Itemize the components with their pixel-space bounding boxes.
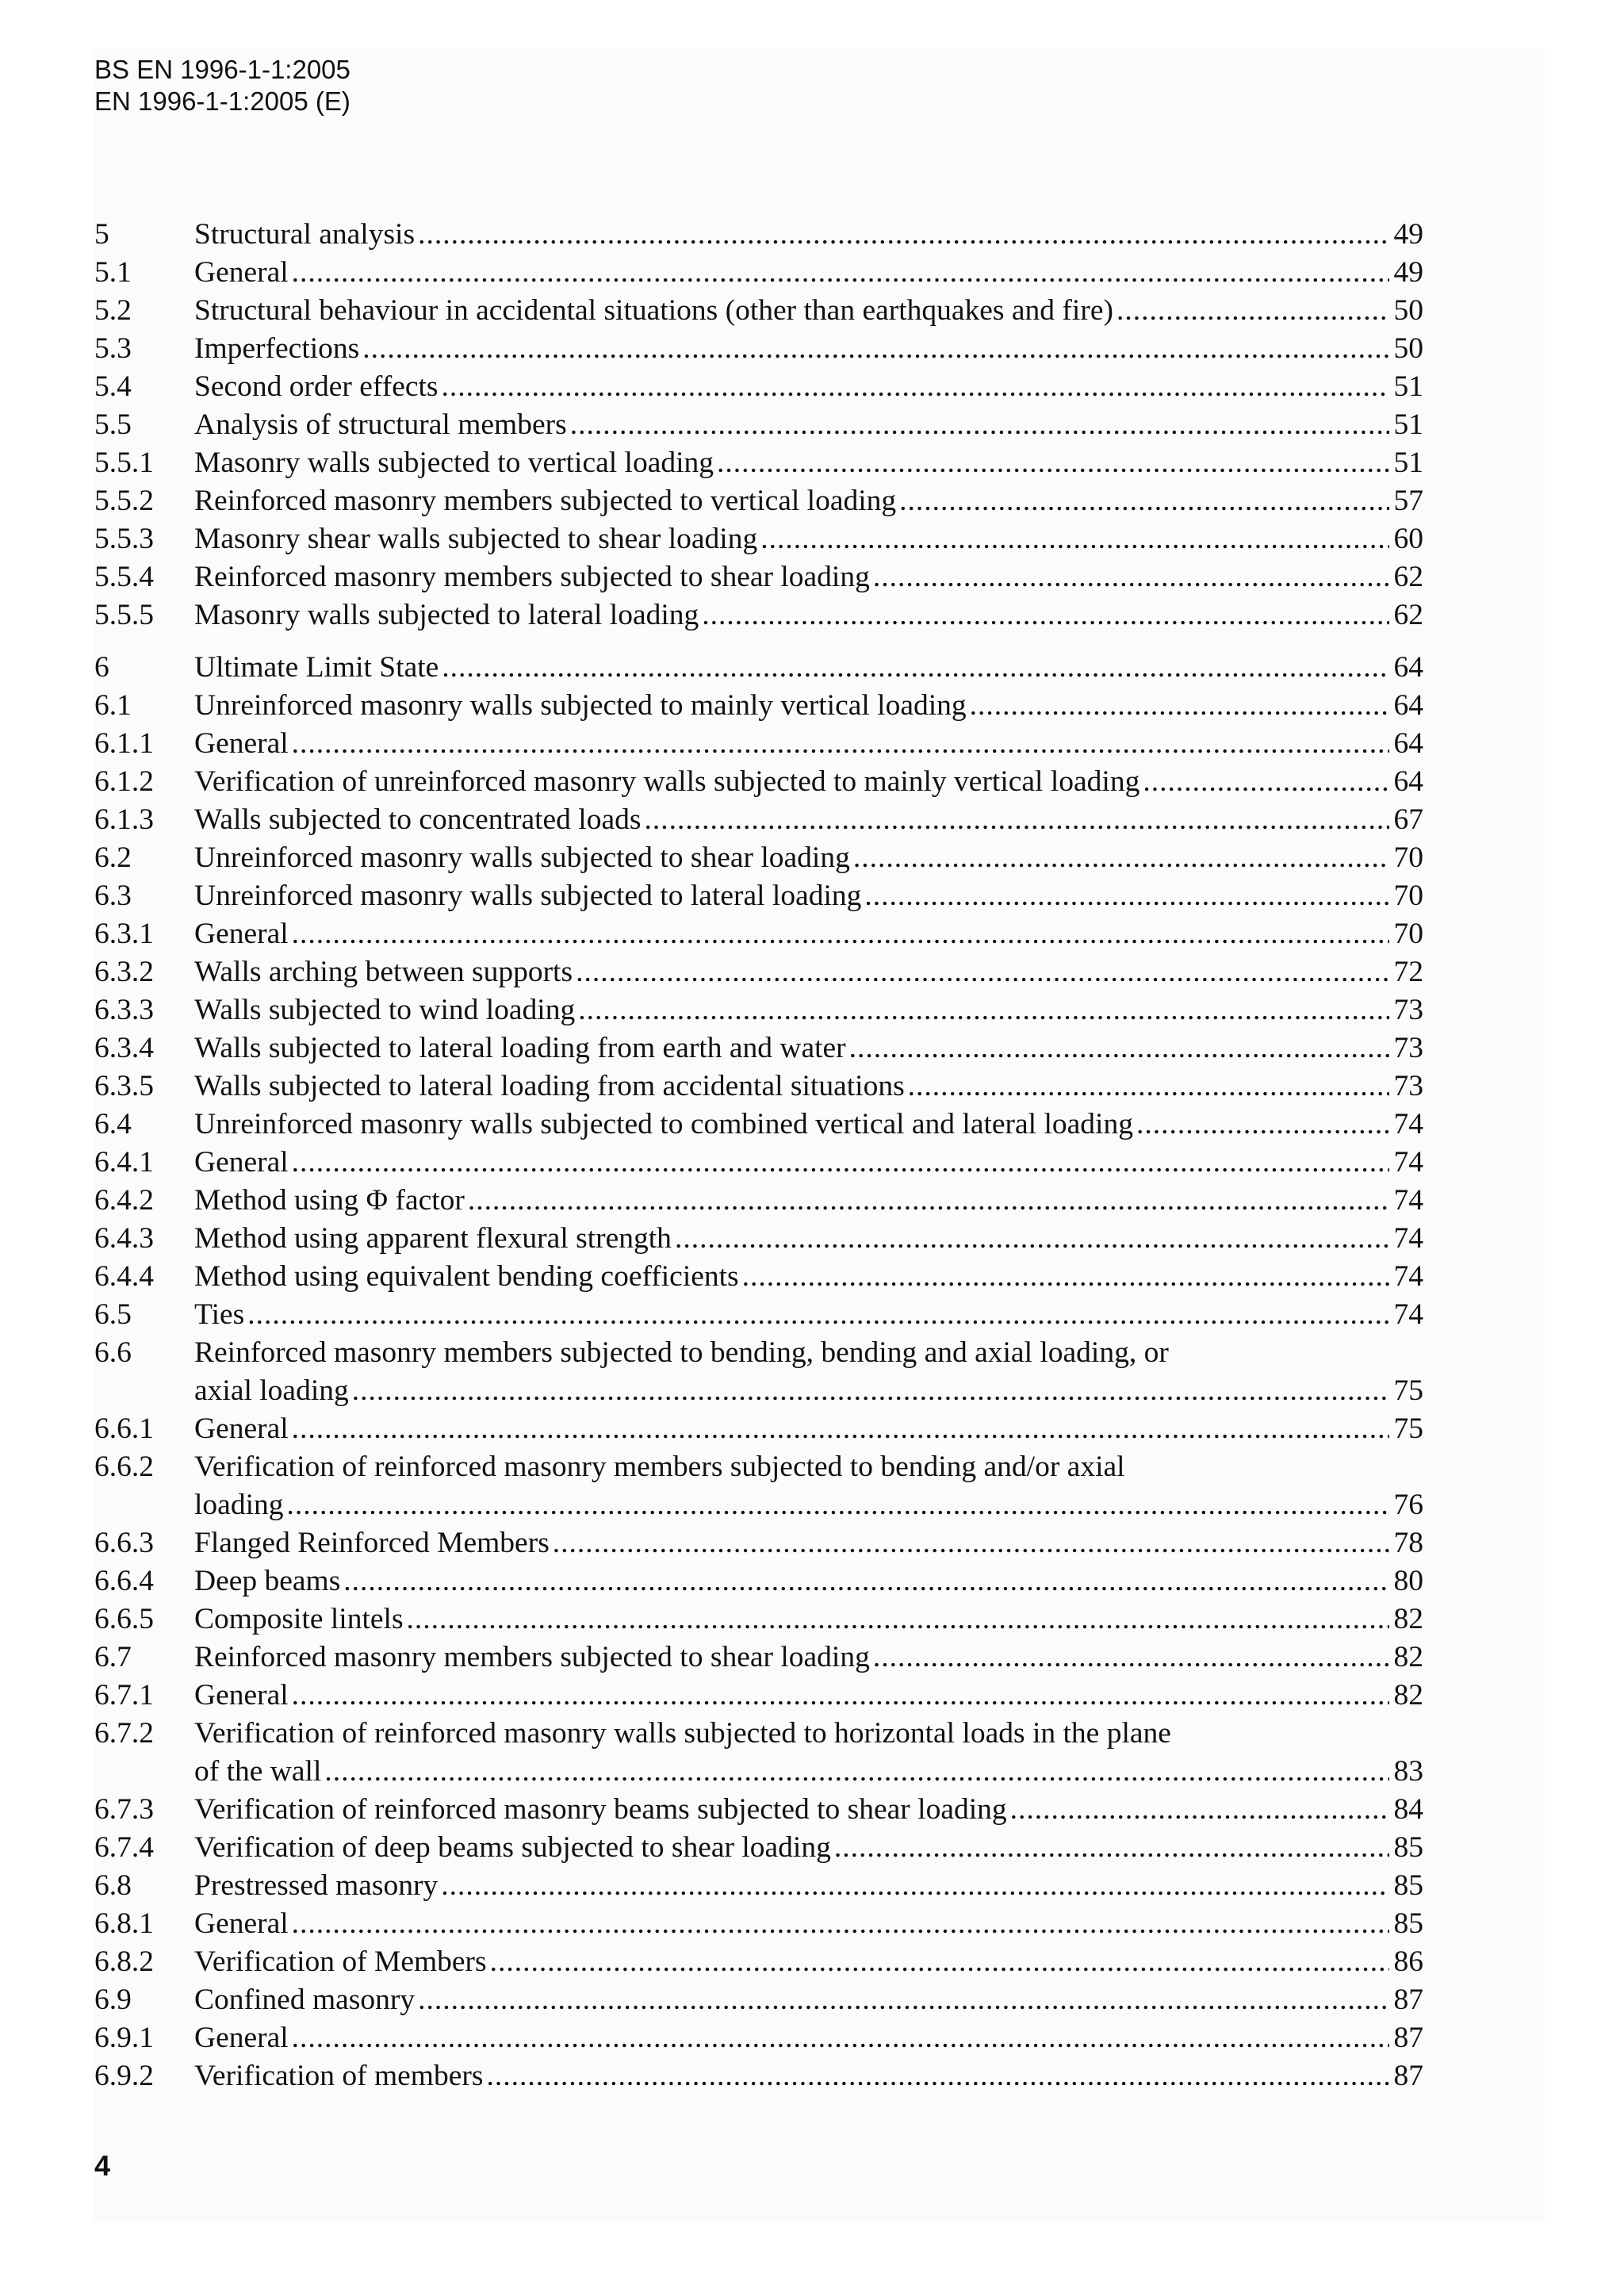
toc-entry-number: 6.8.1 <box>94 1907 154 1940</box>
dot-leader <box>247 1296 1388 1334</box>
toc-entry-page: 64 <box>1393 727 1423 760</box>
toc-entry-number: 5.5 <box>94 408 132 441</box>
toc-entry-page: 72 <box>1393 956 1423 988</box>
toc-entry[interactable] <box>94 1943 1423 1981</box>
toc-entry-title: Unreinforced masonry walls subjected to lateral loading <box>194 880 862 912</box>
dot-leader <box>1010 1791 1389 1829</box>
toc-entry-number: 5.5.5 <box>94 599 154 631</box>
toc-entry-page: 87 <box>1393 2022 1423 2054</box>
dot-leader <box>490 1943 1389 1981</box>
toc-entry-number: 6.6.5 <box>94 1603 154 1635</box>
toc-entry-page: 74 <box>1393 1146 1423 1179</box>
dot-leader <box>292 915 1389 953</box>
toc-entry-page: 67 <box>1393 803 1423 836</box>
toc-entry-page: 49 <box>1393 256 1423 289</box>
toc-entry-page: 87 <box>1393 2060 1423 2092</box>
toc-entry-number: 6.3.2 <box>94 956 154 988</box>
toc-entry[interactable] <box>94 687 1423 725</box>
toc-entry-page: 75 <box>1393 1374 1423 1407</box>
toc-entry-number: 5.2 <box>94 294 132 327</box>
toc-entry[interactable] <box>94 1068 1423 1106</box>
toc-entry-number: 5.5.2 <box>94 485 154 517</box>
toc-entry-number: 6.7 <box>94 1641 132 1673</box>
toc-entry-number: 6.8.2 <box>94 1945 154 1978</box>
toc-entry-number: 6.4.4 <box>94 1260 154 1293</box>
dot-leader <box>292 1410 1389 1448</box>
toc-entry-number: 6.1.3 <box>94 803 154 836</box>
dot-leader <box>418 1981 1388 2019</box>
toc-entry-number: 5.5.3 <box>94 523 154 555</box>
toc-entry[interactable] <box>94 1867 1423 1905</box>
toc-entry[interactable] <box>94 1448 1423 1524</box>
toc-entry-title: Composite lintels <box>194 1603 404 1635</box>
toc-entry-page: 82 <box>1393 1603 1423 1635</box>
toc-entry-title: Reinforced masonry members subjected to bending, bending and axial loading, or <box>194 1336 1169 1369</box>
toc-entry-number: 6.4 <box>94 1108 132 1140</box>
toc-entry-title: Confined masonry <box>194 1984 416 2016</box>
toc-entry[interactable] <box>94 1600 1423 1639</box>
dot-leader <box>873 1639 1389 1677</box>
toc-entry-number: 6.8 <box>94 1869 132 1902</box>
toc-entry-page: 70 <box>1393 918 1423 950</box>
toc-entry-page: 64 <box>1393 689 1423 722</box>
standard-reference-en: EN 1996-1-1:2005 (E) <box>94 86 350 116</box>
toc-entry-number: 6.7.2 <box>94 1717 154 1750</box>
toc-entry-number: 5.5.1 <box>94 447 154 479</box>
toc-entry-number: 6.6.1 <box>94 1412 154 1445</box>
toc-entry-number: 6.6.4 <box>94 1565 154 1597</box>
toc-entry-page: 85 <box>1393 1831 1423 1864</box>
toc-entry[interactable] <box>94 1791 1423 1829</box>
toc-entry-number: 6.7.4 <box>94 1831 154 1864</box>
toc-entry-number: 6.9.1 <box>94 2022 154 2054</box>
toc-entry-title: General <box>194 1146 289 1179</box>
toc-entry-page: 82 <box>1393 1679 1423 1711</box>
toc-entry-title: Ultimate Limit State <box>194 651 439 684</box>
toc-entry-page: 51 <box>1393 408 1423 441</box>
toc-entry-page: 50 <box>1393 332 1423 365</box>
toc-entry[interactable] <box>94 292 1423 330</box>
dot-leader <box>849 1029 1389 1068</box>
dot-leader <box>742 1258 1389 1296</box>
toc-entry-title: Walls arching between supports <box>194 956 573 988</box>
dot-leader <box>343 1562 1388 1600</box>
toc-entry-number: 6.1 <box>94 689 132 722</box>
toc-entry[interactable] <box>94 1677 1423 1715</box>
dot-leader <box>442 368 1389 406</box>
toc-entry-title: Imperfections <box>194 332 360 365</box>
toc-entry-title: Walls subjected to concentrated loads <box>194 803 642 836</box>
toc-entry[interactable] <box>94 877 1423 915</box>
toc-entry-title: General <box>194 918 289 950</box>
toc-entry[interactable] <box>94 596 1423 634</box>
dot-leader <box>675 1220 1389 1258</box>
toc-entry[interactable] <box>94 368 1423 406</box>
toc-entry-page: 73 <box>1393 1070 1423 1102</box>
toc-entry-page: 76 <box>1393 1489 1423 1521</box>
toc-entry-number: 6 <box>94 651 109 684</box>
toc-entry[interactable] <box>94 839 1423 877</box>
toc-entry[interactable] <box>94 2057 1423 2095</box>
toc-entry[interactable] <box>94 1981 1423 2019</box>
dot-leader <box>702 596 1388 634</box>
toc-entry-title: Structural analysis <box>194 218 416 251</box>
toc-entry-number: 6.1.2 <box>94 765 154 798</box>
toc-entry[interactable] <box>94 1334 1423 1410</box>
dot-leader <box>570 406 1389 444</box>
toc-entry[interactable] <box>94 1029 1423 1068</box>
dot-leader <box>576 953 1388 991</box>
dot-leader <box>1116 292 1389 330</box>
toc-entry-page: 80 <box>1393 1565 1423 1597</box>
toc-entry-number: 6.4.3 <box>94 1222 154 1255</box>
toc-entry-title: Masonry walls subjected to lateral loading <box>194 599 699 631</box>
toc-entry-number: 6.7.1 <box>94 1679 154 1711</box>
toc-entry-number: 6.7.3 <box>94 1793 154 1826</box>
toc-entry[interactable] <box>94 953 1423 991</box>
table-of-contents <box>94 216 1423 2095</box>
dot-leader <box>1136 1106 1389 1144</box>
toc-entry-title-continued: of the wall <box>194 1755 322 1788</box>
toc-entry-number: 6.9 <box>94 1984 132 2016</box>
toc-entry-title: Verification of Members <box>194 1945 487 1978</box>
toc-entry-title: Unreinforced masonry walls subjected to mainly vertical loading <box>194 689 967 722</box>
toc-entry-number: 6.4.1 <box>94 1146 154 1179</box>
toc-entry-number: 6.3.5 <box>94 1070 154 1102</box>
toc-entry-page: 83 <box>1393 1755 1423 1788</box>
toc-entry-title: Method using apparent flexural strength <box>194 1222 672 1255</box>
toc-entry[interactable] <box>94 915 1423 953</box>
dot-leader <box>292 2019 1389 2057</box>
toc-entry-page: 73 <box>1393 994 1423 1026</box>
toc-entry-title-continued: loading <box>194 1489 284 1521</box>
toc-entry-title: Verification of unreinforced masonry walls subjected to mainly vertical loading <box>194 765 1140 798</box>
toc-entry-title: General <box>194 1907 289 1940</box>
dot-leader <box>486 2057 1388 2095</box>
page-number: 4 <box>94 2149 111 2182</box>
toc-entry-title: Reinforced masonry members subjected to vertical loading <box>194 485 897 517</box>
toc-entry[interactable] <box>94 1639 1423 1677</box>
toc-entry[interactable] <box>94 2019 1423 2057</box>
dot-leader <box>441 1867 1388 1905</box>
toc-entry[interactable] <box>94 1296 1423 1334</box>
toc-entry-page: 74 <box>1393 1108 1423 1140</box>
standard-reference-bs: BS EN 1996-1-1:2005 <box>94 55 350 84</box>
dot-leader <box>352 1372 1389 1410</box>
dot-leader <box>286 1486 1388 1524</box>
toc-entry-number: 6.3 <box>94 880 132 912</box>
toc-entry-page: 85 <box>1393 1869 1423 1902</box>
toc-entry-page: 87 <box>1393 1984 1423 2016</box>
toc-entry-number: 6.6.3 <box>94 1527 154 1559</box>
toc-entry-title: Verification of reinforced masonry beams subjected to shear loading <box>194 1793 1007 1826</box>
dot-leader <box>970 687 1389 725</box>
toc-entry[interactable] <box>94 1829 1423 1867</box>
dot-leader <box>717 444 1388 482</box>
toc-entry-title: Masonry walls subjected to vertical loading <box>194 447 714 479</box>
dot-leader <box>292 725 1389 763</box>
toc-entry[interactable] <box>94 444 1423 482</box>
toc-entry-title: General <box>194 727 289 760</box>
dot-leader <box>292 1677 1389 1715</box>
toc-entry-page: 78 <box>1393 1527 1423 1559</box>
toc-entry-page: 84 <box>1393 1793 1423 1826</box>
toc-entry-title: Method using Φ factor <box>194 1184 465 1217</box>
toc-entry[interactable] <box>94 991 1423 1029</box>
toc-entry-title: Second order effects <box>194 370 439 403</box>
dot-leader <box>468 1182 1389 1220</box>
toc-entry[interactable] <box>94 254 1423 292</box>
toc-entry-page: 60 <box>1393 523 1423 555</box>
toc-entry-title: Structural behaviour in accidental situations (other than earthquakes and fire) <box>194 294 1113 327</box>
toc-entry-number: 6.6.2 <box>94 1451 154 1483</box>
toc-entry-page: 62 <box>1393 561 1423 593</box>
toc-entry-number: 6.5 <box>94 1298 132 1331</box>
toc-entry-title: Verification of reinforced masonry members subjected to bending and/or axial <box>194 1451 1125 1483</box>
toc-entry-page: 82 <box>1393 1641 1423 1673</box>
toc-entry[interactable] <box>94 763 1423 801</box>
toc-entry-title: Verification of deep beams subjected to shear loading <box>194 1831 831 1864</box>
toc-entry-title: Prestressed masonry <box>194 1869 439 1902</box>
toc-entry-title: Ties <box>194 1298 245 1331</box>
toc-entry-page: 86 <box>1393 1945 1423 1978</box>
toc-entry-title: Deep beams <box>194 1565 341 1597</box>
toc-entry-number: 5.4 <box>94 370 132 403</box>
toc-entry-title: Walls subjected to wind loading <box>194 994 576 1026</box>
dot-leader <box>362 330 1388 368</box>
toc-entry-title: General <box>194 1679 289 1711</box>
dot-leader <box>553 1524 1389 1562</box>
toc-entry[interactable] <box>94 1220 1423 1258</box>
dot-leader <box>578 991 1388 1029</box>
dot-leader <box>760 520 1388 558</box>
dot-leader <box>644 801 1388 839</box>
toc-entry-title: Masonry shear walls subjected to shear loading <box>194 523 758 555</box>
toc-entry-number: 6.6 <box>94 1336 132 1369</box>
toc-entry[interactable] <box>94 330 1423 368</box>
toc-entry-title: Verification of reinforced masonry walls subjected to horizontal loads in the plane <box>194 1717 1171 1750</box>
toc-entry-page: 57 <box>1393 485 1423 517</box>
toc-entry-title: Walls subjected to lateral loading from earth and water <box>194 1032 846 1064</box>
toc-entry[interactable] <box>94 1182 1423 1220</box>
toc-entry-number: 6.3.3 <box>94 994 154 1026</box>
toc-entry-number: 6.9.2 <box>94 2060 154 2092</box>
toc-entry-page: 73 <box>1393 1032 1423 1064</box>
dot-leader <box>834 1829 1389 1867</box>
toc-entry-number: 6.3.1 <box>94 918 154 950</box>
dot-leader <box>292 254 1389 292</box>
toc-entry-number: 5.5.4 <box>94 561 154 593</box>
toc-entry[interactable] <box>94 520 1423 558</box>
toc-entry-title: Verification of members <box>194 2060 484 2092</box>
toc-entry-title: General <box>194 2022 289 2054</box>
dot-leader <box>407 1600 1389 1639</box>
toc-entry-page: 64 <box>1393 765 1423 798</box>
toc-entry-title: Flanged Reinforced Members <box>194 1527 550 1559</box>
toc-entry-number: 6.4.2 <box>94 1184 154 1217</box>
toc-entry-title: Reinforced masonry members subjected to shear loading <box>194 561 870 593</box>
toc-entry-title: Unreinforced masonry walls subjected to combined vertical and lateral loading <box>194 1108 1133 1140</box>
toc-entry-number: 6.1.1 <box>94 727 154 760</box>
toc-entry-page: 70 <box>1393 841 1423 874</box>
toc-entry[interactable] <box>94 1144 1423 1182</box>
toc-entry-page: 85 <box>1393 1907 1423 1940</box>
toc-entry-title: Reinforced masonry members subjected to shear loading <box>194 1641 870 1673</box>
toc-entry-page: 49 <box>1393 218 1423 251</box>
dot-leader <box>1143 763 1388 801</box>
toc-entry[interactable] <box>94 1410 1423 1448</box>
toc-entry-number: 5.1 <box>94 256 132 289</box>
toc-entry[interactable] <box>94 482 1423 520</box>
toc-entry-title-continued: axial loading <box>194 1374 349 1407</box>
toc-entry-page: 51 <box>1393 370 1423 403</box>
dot-leader <box>442 649 1388 687</box>
toc-entry-title: General <box>194 1412 289 1445</box>
toc-entry-number: 6.2 <box>94 841 132 874</box>
toc-entry-page: 75 <box>1393 1412 1423 1445</box>
toc-entry-title: Method using equivalent bending coefficients <box>194 1260 739 1293</box>
toc-entry[interactable] <box>94 649 1423 687</box>
dot-leader <box>873 558 1389 596</box>
dot-leader <box>292 1905 1389 1943</box>
dot-leader <box>908 1068 1389 1106</box>
toc-entry-number: 5.3 <box>94 332 132 365</box>
toc-entry-title: Unreinforced masonry walls subjected to shear loading <box>194 841 850 874</box>
dot-leader <box>864 877 1388 915</box>
toc-entry-page: 74 <box>1393 1298 1423 1331</box>
toc-entry[interactable] <box>94 1715 1423 1791</box>
toc-entry[interactable] <box>94 1258 1423 1296</box>
toc-entry[interactable] <box>94 216 1423 254</box>
toc-entry[interactable] <box>94 725 1423 763</box>
toc-entry[interactable] <box>94 1905 1423 1943</box>
toc-entry-page: 62 <box>1393 599 1423 631</box>
dot-leader <box>853 839 1389 877</box>
toc-entry-page: 51 <box>1393 447 1423 479</box>
toc-entry[interactable] <box>94 558 1423 596</box>
document-header <box>94 54 350 117</box>
toc-entry-title: Walls subjected to lateral loading from accidental situations <box>194 1070 905 1102</box>
toc-entry-title: Analysis of structural members <box>194 408 567 441</box>
toc-entry[interactable] <box>94 406 1423 444</box>
toc-entry-title: General <box>194 256 289 289</box>
dot-leader <box>899 482 1388 520</box>
toc-entry-page: 74 <box>1393 1222 1423 1255</box>
toc-entry-page: 74 <box>1393 1184 1423 1217</box>
dot-leader <box>292 1144 1389 1182</box>
toc-entry-page: 64 <box>1393 651 1423 684</box>
toc-entry[interactable] <box>94 801 1423 839</box>
toc-entry[interactable] <box>94 1106 1423 1144</box>
toc-entry-number: 5 <box>94 218 109 251</box>
toc-entry-number: 6.3.4 <box>94 1032 154 1064</box>
toc-entry[interactable] <box>94 1524 1423 1562</box>
dot-leader <box>418 216 1388 254</box>
dot-leader <box>324 1753 1388 1791</box>
toc-entry[interactable] <box>94 1562 1423 1600</box>
toc-entry-page: 70 <box>1393 880 1423 912</box>
toc-entry-page: 50 <box>1393 294 1423 327</box>
toc-entry-page: 74 <box>1393 1260 1423 1293</box>
